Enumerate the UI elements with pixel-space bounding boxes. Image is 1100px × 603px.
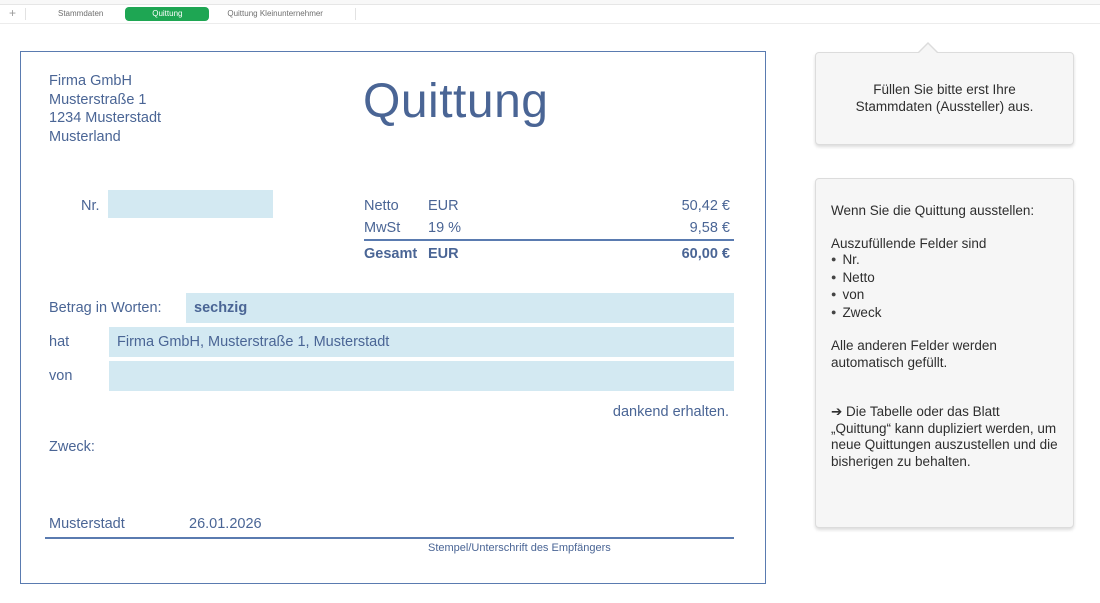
von-label: von bbox=[49, 368, 73, 384]
tab-divider bbox=[355, 8, 356, 20]
netto-label: Netto bbox=[364, 198, 399, 214]
amount-words-label: Betrag in Worten: bbox=[49, 300, 162, 316]
mwst-rate: 19 % bbox=[428, 220, 462, 236]
total-unit: EUR bbox=[428, 246, 459, 262]
sheet-tab-bar bbox=[0, 5, 1100, 24]
issuer-street: Musterstraße 1 bbox=[49, 91, 147, 108]
tab-stammdaten[interactable]: Stammdaten bbox=[58, 9, 104, 18]
nr-input[interactable] bbox=[108, 190, 273, 218]
von-row bbox=[49, 361, 734, 391]
netto-unit: EUR bbox=[428, 198, 459, 214]
netto-value[interactable]: 50,42 € bbox=[681, 198, 730, 214]
date-text: 26.01.2026 bbox=[189, 516, 262, 532]
instructions-note bbox=[815, 178, 1074, 528]
callout-pointer-fill bbox=[918, 44, 938, 54]
mwst-label: MwSt bbox=[364, 220, 401, 236]
hat-row bbox=[49, 327, 734, 357]
hat-label: hat bbox=[49, 334, 70, 350]
list-item: ● Nr. bbox=[831, 252, 1059, 270]
tab-quittung[interactable]: Quittung bbox=[125, 7, 209, 21]
tab-quittung-kleinunternehmer[interactable]: Quittung Kleinunternehmer bbox=[227, 9, 323, 18]
issuer-country: Musterland bbox=[49, 128, 121, 145]
total-row bbox=[364, 239, 734, 263]
hint1-line2: Stammdaten (Aussteller) aus. bbox=[855, 98, 1034, 114]
issuer-address bbox=[49, 72, 161, 146]
issuer-city: 1234 Musterstadt bbox=[49, 110, 162, 126]
required-fields-list bbox=[831, 252, 1059, 322]
signature-caption: Stempel/Unterschrift des Empfängers bbox=[428, 542, 611, 554]
hat-field[interactable]: Firma GmbH, Musterstraße 1, Musterstadt bbox=[109, 327, 734, 357]
hint2-fields-heading: Auszufüllende Felder sind bbox=[831, 235, 987, 251]
thanks-text: dankend erhalten. bbox=[612, 404, 729, 420]
zweck-label[interactable]: Zweck: bbox=[49, 439, 95, 455]
amount-words-field[interactable]: sechzig bbox=[186, 293, 734, 323]
page-title: Quittung bbox=[363, 75, 549, 128]
list-item: ● von bbox=[831, 287, 1059, 305]
amount-words-row bbox=[49, 293, 734, 323]
hint1-line1: Füllen Sie bitte erst Ihre bbox=[873, 82, 1016, 97]
mwst-value: 9,58 € bbox=[689, 220, 730, 236]
list-item: ● Netto bbox=[831, 270, 1059, 288]
total-value: 60,00 € bbox=[681, 246, 730, 262]
hint2-auto-text: Alle anderen Felder werden automatisch gefüllt. bbox=[831, 338, 997, 370]
plus-icon: + bbox=[8, 6, 16, 20]
signature-line bbox=[45, 537, 734, 539]
receipt-form bbox=[20, 51, 766, 584]
list-item: ● Zweck bbox=[831, 305, 1059, 323]
add-sheet-button[interactable] bbox=[0, 8, 26, 20]
stammdaten-hint-callout bbox=[815, 52, 1074, 145]
place-text: Musterstadt bbox=[49, 516, 125, 532]
nr-label: Nr. bbox=[81, 198, 100, 214]
netto-row[interactable] bbox=[364, 195, 734, 217]
hint2-duplicate-text: ➔ Die Tabelle oder das Blatt „Quittung“ kann dupliziert werden, um neue Quittungen auszustellen und die bisherigen zu behalten. bbox=[831, 404, 1058, 469]
amounts-table bbox=[364, 195, 734, 263]
hint2-intro: Wenn Sie die Quittung ausstellen: bbox=[831, 203, 1035, 218]
issuer-name: Firma GmbH bbox=[49, 73, 132, 89]
mwst-row bbox=[364, 217, 734, 239]
von-input[interactable] bbox=[109, 361, 734, 391]
total-label: Gesamt bbox=[364, 246, 418, 262]
